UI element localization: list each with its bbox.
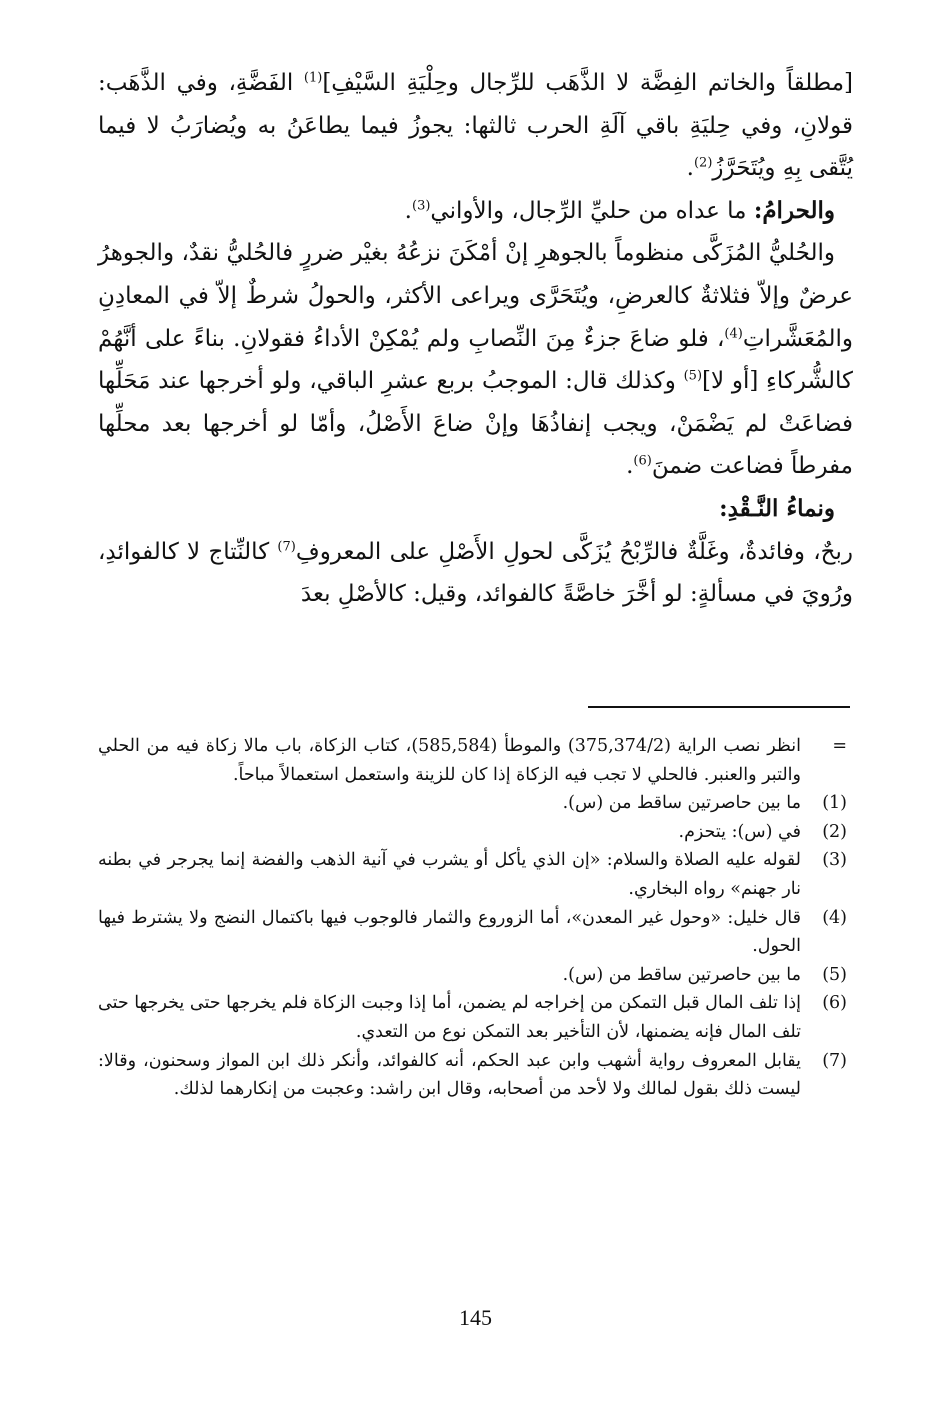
footnote-item	[98, 818, 853, 847]
footnote-item	[98, 1047, 853, 1104]
footnote-item	[98, 904, 853, 961]
footnote-divider	[588, 706, 850, 708]
text-run: .	[626, 453, 634, 480]
footnote-text: إذا تلف المال قبل التمكن من إخراجه لم يضمن، أما إذا وجبت الزكاة فلم يخرجها حتى يخرجها حتى تلف المال فإنه يضمنها، لأن التأخير بعد التمكن نوع من التعدي.	[98, 993, 801, 1042]
text-run: [مطلقاً والخاتم الفِضَّة لا الذَّهَب للرِّجال وحِلْيَةِ السَّيْفِ]	[322, 70, 854, 96]
footnote-mark: (3)	[822, 850, 847, 871]
text-run: والحُليُّ المُزَكَّى منظوماً بالجوهرِ إنْ أمْكَنَ نزعُهُ بغيْر ضررٍ فالحُليُّ نقدٌ، والجوهرُ عرضٌ وإلاّ فثلاثةٌ كالعرضِ، ويُتَحَرَّى ويراعى الأكثر، والحولُ شرطٌ إلاّ في المعادِنِ والمُعَشَّراتِ	[98, 240, 853, 352]
footnote-item	[98, 846, 853, 903]
text-run: .	[404, 197, 412, 224]
footnote-mark: (6)	[822, 993, 847, 1014]
paragraph-2	[98, 190, 853, 233]
footnote-text: يقابل المعروف رواية أشهب وابن عبد الحكم، أنه كالفوائد، وأنكر ذلك ابن المواز وسحنون، وقالا: ليست ذلك بقول لمالك ولا لأحد من أصحابه، وقال ابن راشد: وعجبت من إنكارهما لذلك.	[98, 1050, 801, 1100]
footnote-text: انظر نصب الراية (375,374/2) والموطأ (585,584)، كتاب الزكاة، باب مالا زكاة فيه من الحلي والتبر والعنبر. فالحلي لا تجب فيه الزكاة إذا كان للزينة واستعمل استعمالاً مباحاً.	[98, 736, 802, 785]
text-run: .	[686, 155, 694, 182]
footnote-item	[98, 989, 853, 1046]
footnote-mark: (1)	[822, 793, 847, 814]
footnote-text: في (س): يتحزم.	[678, 821, 801, 842]
footnote-item	[98, 732, 853, 789]
main-text	[98, 62, 853, 616]
footnote-text: ما بين حاصرتين ساقط من (س).	[562, 793, 801, 814]
footnote-mark: =	[832, 736, 847, 756]
footnote-ref[interactable]: (1)	[303, 70, 323, 86]
footnote-ref[interactable]: (7)	[277, 538, 296, 554]
paragraph-4	[98, 531, 853, 616]
footnote-mark: (5)	[822, 964, 847, 985]
footnote-text: ما بين حاصرتين ساقط من (س).	[562, 964, 801, 985]
text-run: ، فلو ضاعَ جزءٌ مِنَ النِّصابِ ولم يُمْكِنْ الأداءُ فقولانِ. بناءً على أنَّهُمْ كالشُّركاءِ [أو لا]	[98, 325, 853, 395]
footnote-mark: (4)	[822, 907, 847, 928]
page-number: 145	[459, 1305, 492, 1330]
footnote-mark: (2)	[822, 821, 847, 842]
footnote-text: قال خليل: «وحول غير المعدن»، أما الزوروع والثمار فالوجوب فيها باكتمال النضج ولا يشترط فيها الحول.	[98, 907, 801, 957]
footnote-item	[98, 961, 853, 990]
section-heading: ونماءُ النَّـقْدِ:	[719, 494, 835, 522]
footnote-ref[interactable]: (2)	[693, 155, 713, 171]
text-run: ما عداه من حليِّ الرِّجال، والأواني	[430, 197, 754, 224]
footnote-mark: (7)	[822, 1050, 847, 1071]
paragraph-1	[98, 62, 853, 190]
footnote-ref[interactable]: (5)	[683, 368, 703, 384]
paragraph-3	[98, 232, 853, 488]
text-run: ربحٌ، وفائدةٌ، وغَلَّةٌ فالرِّبْحُ يُزَكَّى لحولِ الأَصْلِ على المعروفِ	[295, 538, 853, 565]
footnote-text: لقوله عليه الصلاة والسلام: «إن الذي يأكل أو يشرب في آنية الذهب والفضة إنما يجرجر في بطنه نار جهنم» رواه البخاري.	[98, 850, 801, 899]
footnote-ref[interactable]: (4)	[724, 325, 743, 341]
text-run: الفَضَّةِ، وفي الذَّهَب: قولانِ، وفي حِليَةِ باقي آلَةِ الحرب ثالثها: يجوزُ فيما يطاعَنُ به ويُضارَبُ لا فيما يُتَّقى بِهِ ويُتَحَرَّزُ	[98, 70, 853, 182]
footnote-ref[interactable]: (3)	[411, 198, 431, 214]
text-run: وكذلك قال: الموجبُ بربع عشرِ الباقي، ولو أخرجها عند مَحَلِّها فضاعَتْ لم يَضْمَنْ، ويجب إنفاذُهَا وإنْ ضاعَ الأَصْلُ، وأمّا لو أخرجها بعد محلِّها مفرطاً فضاعت ضمنَ	[98, 368, 853, 480]
term-heading: والحرامُ:	[753, 196, 835, 224]
footnote-ref[interactable]: (6)	[633, 453, 652, 469]
footnote-item	[98, 789, 853, 818]
footnotes	[98, 732, 853, 1104]
text-run: كالنِّتاج لا كالفوائدِ، ورُويَ في مسألةٍ: لو أخَّرَ خاصَّةً كالفوائد، وقيل: كالأصْلِ بعدَ	[98, 538, 853, 608]
